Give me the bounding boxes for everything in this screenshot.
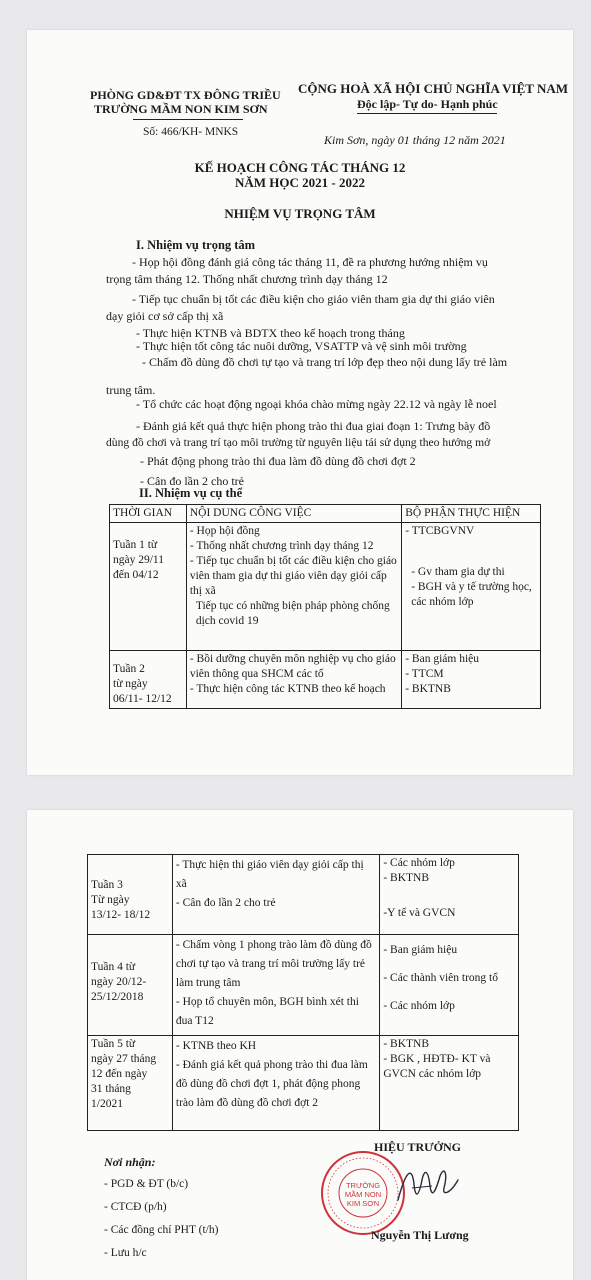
- time-line: Tuần 3: [91, 879, 123, 891]
- time-line: ngày 27 tháng: [91, 1053, 157, 1065]
- s1-line-13: - Cân đo lần 2 cho trẻ: [140, 474, 244, 488]
- section2-heading: II. Nhiệm vụ cụ thể: [139, 486, 243, 500]
- s1-line-1: - Họp hội đồng đánh giá công tác tháng 11, đề ra phương hướng nhiệm vụ: [132, 255, 488, 269]
- row4-content: [172, 935, 379, 1036]
- row2-content: [186, 651, 401, 709]
- recipients-title: Nơi nhận:: [104, 1155, 156, 1169]
- plan-title: KẾ HOẠCH CÔNG TÁC THÁNG 12: [194, 160, 406, 175]
- dept-line: - BGH và y tế trường học, các nhóm lớp: [411, 581, 532, 608]
- nation-underline: [357, 113, 497, 114]
- task-table-page1: [109, 504, 541, 709]
- row1-time: [110, 523, 187, 651]
- row1-dept: [402, 523, 541, 651]
- s1-line-6: - Thực hiện tốt công tác nuôi dưỡng, VSATTP và vệ sinh môi trường: [136, 339, 467, 353]
- time-line: đến 04/12: [113, 569, 159, 581]
- section1-heading: I. Nhiệm vụ trọng tâm: [136, 238, 256, 252]
- principal-name: Nguyễn Thị Lương: [371, 1228, 469, 1242]
- s1-line-4: dạy giỏi cơ sở cấp thị xã: [106, 309, 224, 323]
- org-underline: [133, 119, 243, 120]
- content-line: - Chấm vòng 1 phong trào làm đồ dùng đồ chơi tự tạo và trang trí môi trường lấy trẻ làm trung tâm: [175, 939, 372, 989]
- date-place: Kim Sơn, ngày 01 tháng 12 năm 2021: [324, 133, 506, 147]
- row2-time: [110, 651, 187, 709]
- row4-time: [88, 935, 173, 1036]
- time-line: 06/11- 12/12: [113, 693, 172, 705]
- dept-line: - Ban giám hiệu: [383, 944, 458, 956]
- time-line: 31 tháng: [91, 1083, 131, 1095]
- content-line: - KTNB theo KH: [175, 1040, 257, 1052]
- recipient-item: - Lưu h/c: [104, 1247, 147, 1259]
- table-row: [88, 935, 519, 1036]
- recipient-item: - CTCĐ (p/h): [104, 1201, 167, 1213]
- content-line: - Cân đo lần 2 cho trẻ: [175, 897, 276, 909]
- row2-dept: [402, 651, 541, 709]
- seal-text: KIM SƠN: [346, 1199, 380, 1208]
- content-line: - Thống nhất chương trình dạy tháng 12: [189, 540, 374, 552]
- table-row: [88, 855, 519, 935]
- document-number: Số: 466/KH- MNKS: [143, 126, 239, 138]
- row5-time: [88, 1036, 173, 1131]
- table-header-row: [110, 505, 541, 523]
- org-line2: TRƯỜNG MẦM NON KIM SƠN: [94, 102, 268, 116]
- s1-line-9: - Tổ chức các hoạt động ngoại khóa chào mừng ngày 22.12 và ngày lễ noel: [136, 397, 497, 411]
- content-line: - Thực hiện công tác KTNB theo kế hoạch: [189, 683, 386, 695]
- s1-line-8: trung tâm.: [106, 383, 156, 397]
- dept-line: - TTCM: [405, 668, 444, 680]
- time-line: Tuần 1 từ: [113, 539, 158, 551]
- s1-line-12: - Phát động phong trào thi đua làm đồ dùng đồ chơi đợt 2: [140, 454, 416, 468]
- content-line: - Thực hiện thi giáo viên dạy giỏi cấp thị xã: [175, 859, 364, 890]
- dept-line: - BKTNB: [383, 1038, 429, 1050]
- s1-line-10: - Đánh giá kết quả thực hiện phong trào thi đua giai đoạn 1: Trưng bày đồ: [136, 419, 491, 433]
- handwritten-signature-icon: [392, 1160, 462, 1210]
- s1-line-5: - Thực hiện KTNB và BDTX theo kế hoạch trong tháng: [136, 326, 405, 340]
- signature-title: HIỆU TRƯỞNG: [374, 1140, 462, 1154]
- row4-dept: [380, 935, 519, 1036]
- document-page-2: [27, 810, 573, 1280]
- dept-line: - Gv tham gia dự thi: [411, 566, 505, 578]
- time-line: ngày 20/12-: [91, 976, 147, 988]
- dept-line: - TTCBGVNV: [405, 525, 475, 537]
- header-content: NỘI DUNG CÔNG VIỆC: [186, 505, 401, 523]
- nation-line1: CỘNG HOÀ XÃ HỘI CHỦ NGHĨA VIỆT NAM: [298, 81, 569, 96]
- table-row: [110, 651, 541, 709]
- content-line: - Họp tổ chuyên môn, BGH bình xét thi đua T12: [175, 996, 359, 1027]
- seal-text: TRƯỜNG: [345, 1181, 381, 1190]
- row5-content: [172, 1036, 379, 1131]
- dept-line: - Ban giám hiệu: [405, 653, 479, 665]
- dept-line: - Các nhóm lớp: [383, 857, 455, 869]
- time-line: 13/12- 18/12: [91, 909, 151, 921]
- task-table-page2: [87, 854, 519, 1131]
- row3-dept: [380, 855, 519, 935]
- time-line: 1/2021: [91, 1098, 123, 1110]
- s1-line-7: - Chấm đồ dùng đồ chơi tự tạo và trang trí lớp đẹp theo nội dung lấy trẻ làm: [142, 355, 508, 369]
- time-line: Tuần 2: [113, 663, 145, 675]
- dept-line: -Y tế và GVCN: [383, 907, 456, 919]
- table-row: [88, 1036, 519, 1131]
- row3-time: [88, 855, 173, 935]
- time-line: ngày 29/11: [113, 554, 164, 566]
- row3-content: [172, 855, 379, 935]
- content-line: - Bồi dưỡng chuyên môn nghiệp vụ cho giáo viên thông qua SHCM các tổ: [189, 653, 396, 680]
- content-line: - Đánh giá kết quả phong trào thi đua làm đồ dùng đồ chơi đợt 1, phát động phong trào làm đồ dùng đồ chơi đợt 2: [175, 1059, 368, 1109]
- s1-line-2: trọng tâm tháng 12. Thống nhất chương trình dạy tháng 12: [106, 272, 388, 286]
- row5-dept: [380, 1036, 519, 1131]
- table-row: [110, 523, 541, 651]
- recipient-item: - PGD & ĐT (b/c): [104, 1178, 189, 1190]
- dept-line: - BKTNB: [383, 872, 429, 884]
- time-line: Tuần 4 từ: [91, 961, 136, 973]
- s1-line-3: - Tiếp tục chuẩn bị tốt các điều kiện cho giáo viên tham gia dự thi giáo viên: [132, 292, 495, 306]
- dept-line: - BKTNB: [405, 683, 451, 695]
- header-dept: BỘ PHẬN THỰC HIỆN: [402, 505, 541, 523]
- content-line: - Tiếp tục chuẩn bị tốt các điều kiện cho giáo viên tham gia dự thi giáo viên dạy giỏi cấp thị xã: [189, 555, 397, 597]
- document-page-1: [27, 30, 573, 775]
- row1-content: [186, 523, 401, 651]
- time-line: Từ ngày: [91, 894, 130, 906]
- dept-line: - Các nhóm lớp: [383, 1000, 455, 1012]
- time-line: 12 đến ngày: [91, 1068, 148, 1080]
- dept-line: - Các thành viên trong tổ: [383, 972, 498, 984]
- key-tasks-title: NHIỆM VỤ TRỌNG TÂM: [224, 206, 376, 221]
- time-line: từ ngày: [113, 678, 148, 690]
- school-year: NĂM HỌC 2021 - 2022: [235, 175, 365, 190]
- dept-line: - BGK , HĐTĐ- KT và GVCN các nhóm lớp: [383, 1053, 491, 1080]
- recipient-item: - Các đồng chí PHT (t/h): [104, 1224, 219, 1236]
- content-line: Tiếp tục có những biện pháp phòng chống dịch covid 19: [195, 600, 390, 627]
- seal-text: MẦM NON: [344, 1190, 382, 1199]
- nation-line2: Độc lập- Tự do- Hạnh phúc: [357, 97, 498, 111]
- header-time: THỜI GIAN: [110, 505, 187, 523]
- org-line1: PHÒNG GD&ĐT TX ĐÔNG TRIỀU: [90, 88, 281, 102]
- s1-line-11: dùng đồ chơi và trang trí tạo môi trường từ nguyên liệu tái sử dụng theo hướng mở: [106, 436, 491, 449]
- content-line: - Họp hội đồng: [189, 525, 260, 537]
- time-line: Tuần 5 từ: [91, 1038, 136, 1050]
- time-line: 25/12/2018: [91, 991, 144, 1003]
